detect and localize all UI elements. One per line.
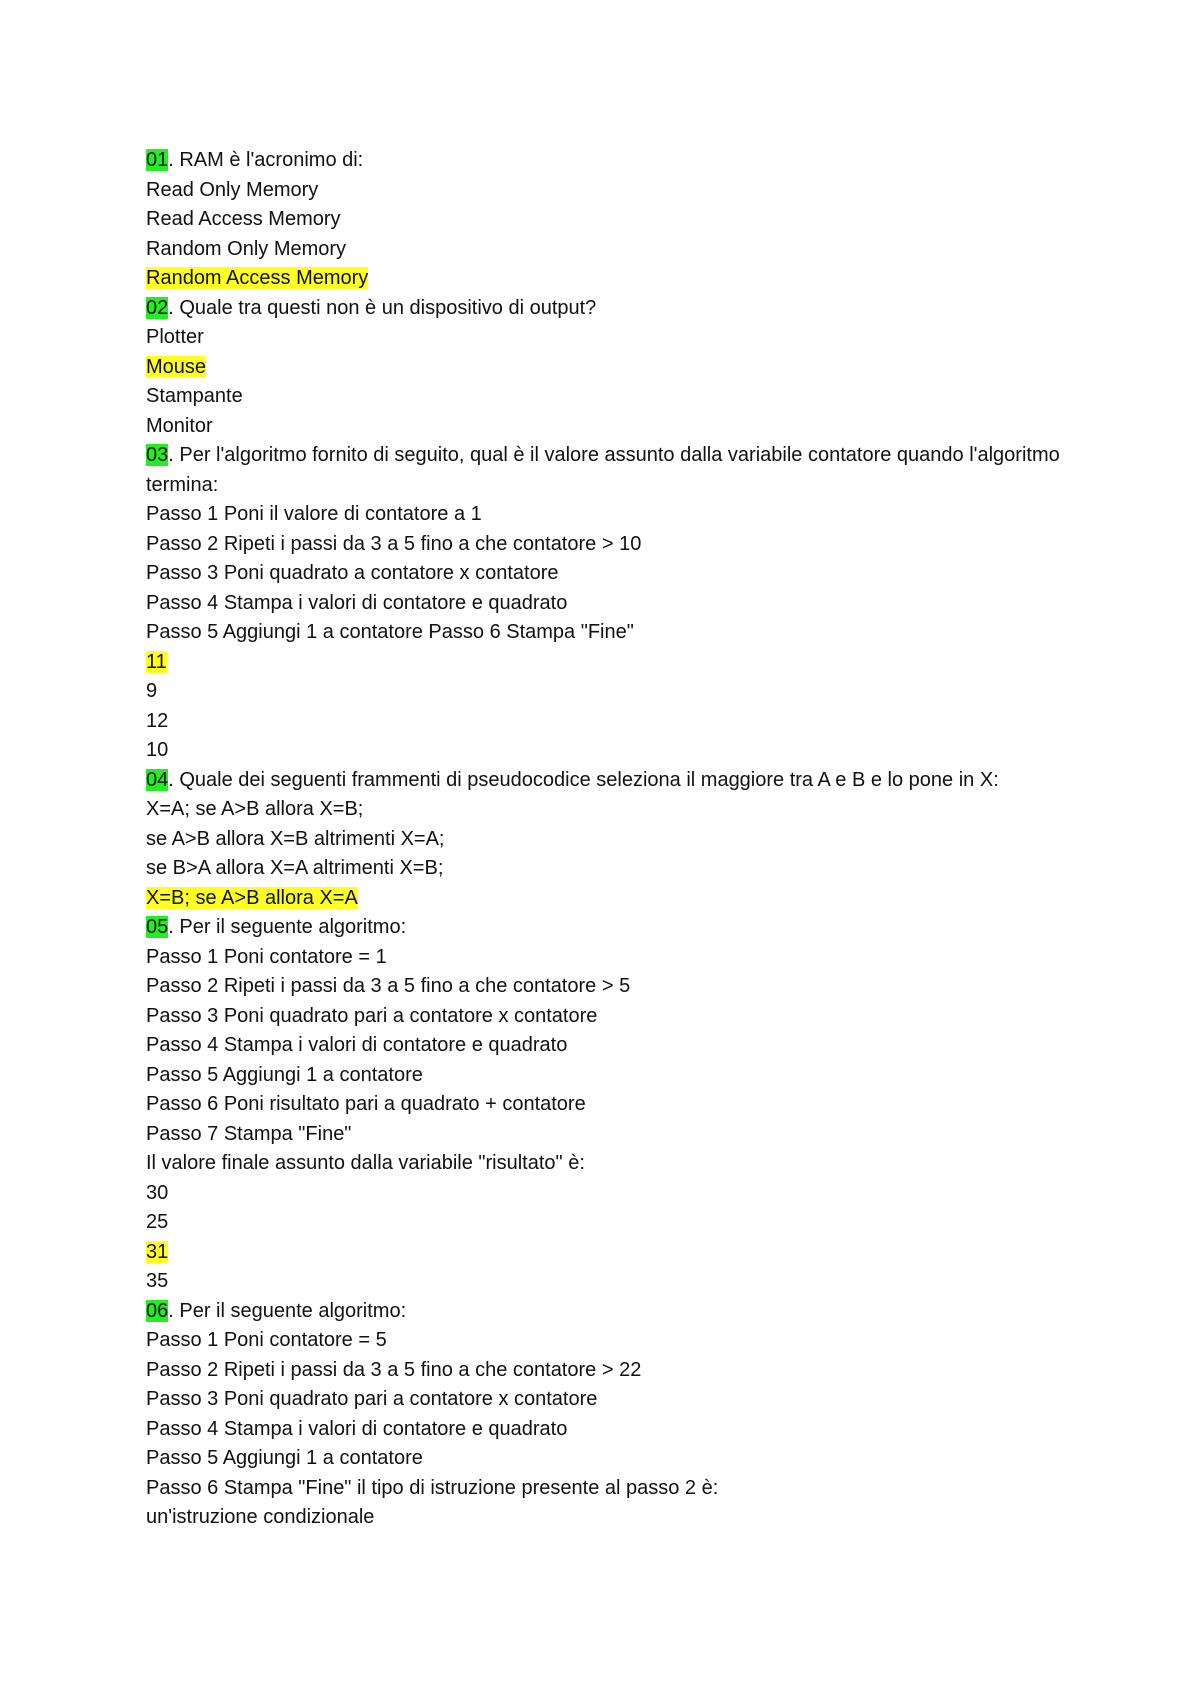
question-prompt: Il valore finale assunto dalla variabile "risultato" è: xyxy=(146,1152,585,1174)
question-line xyxy=(146,913,1086,943)
answer-option: 30 xyxy=(146,1181,169,1204)
answer-option: X=A; se A>B allora X=B; xyxy=(146,798,364,820)
algorithm-step: Passo 2 Ripeti i passi da 3 a 5 fino a che contatore > 10 xyxy=(146,532,642,555)
algorithm-step: Passo 5 Aggiungi 1 a contatore Passo 6 Stampa "Fine" xyxy=(146,621,634,643)
answer-option: 25 xyxy=(146,1211,169,1233)
answer-option: un'istruzione condizionale xyxy=(146,1506,375,1528)
answer-option: se B>A allora X=A altrimenti X=B; xyxy=(146,857,444,879)
algorithm-step: Passo 1 Poni il valore di contatore a 1 xyxy=(146,503,482,525)
answer-option: 35 xyxy=(146,1270,169,1292)
algorithm-step: Passo 4 Stampa i valori di contatore e quadrato xyxy=(146,1417,568,1440)
answer-option: Read Access Memory xyxy=(146,208,341,230)
correct-answer-option: 31 xyxy=(146,1240,169,1263)
question-text: . Per il seguente algoritmo: xyxy=(168,916,407,938)
algorithm-step: Passo 5 Aggiungi 1 a contatore xyxy=(146,1447,423,1469)
answer-option: Stampante xyxy=(146,385,243,407)
algorithm-step: Passo 2 Ripeti i passi da 3 a 5 fino a che contatore > 22 xyxy=(146,1358,642,1381)
correct-answer-option: Mouse xyxy=(146,355,207,378)
algorithm-step: Passo 1 Poni contatore = 5 xyxy=(146,1329,387,1351)
question-line xyxy=(146,766,1086,796)
answer-option: 9 xyxy=(146,680,158,702)
algorithm-step: Passo 7 Stampa "Fine" xyxy=(146,1122,352,1145)
answer-option: Monitor xyxy=(146,414,213,437)
question-number: 01 xyxy=(146,149,169,171)
question-line xyxy=(146,441,1086,500)
answer-option: se A>B allora X=B altrimenti X=A; xyxy=(146,827,445,850)
answer-option: Random Only Memory xyxy=(146,237,347,260)
algorithm-step: Passo 5 Aggiungi 1 a contatore xyxy=(146,1063,423,1086)
question-line xyxy=(146,1297,1086,1327)
question-text: . Per il seguente algoritmo: xyxy=(168,1299,407,1322)
question-line xyxy=(146,146,1086,176)
algorithm-step: Passo 6 Stampa "Fine" il tipo di istruzione presente al passo 2 è: xyxy=(146,1476,719,1499)
question-number: 05 xyxy=(146,916,169,938)
question-text: . Per l'algoritmo fornito di seguito, qual è il valore assunto dalla variabile contatore quando l'algoritmo termina: xyxy=(146,444,1060,496)
algorithm-step: Passo 3 Poni quadrato pari a contatore x contatore xyxy=(146,1388,598,1410)
algorithm-step: Passo 4 Stampa i valori di contatore e quadrato xyxy=(146,591,568,614)
algorithm-step: Passo 4 Stampa i valori di contatore e quadrato xyxy=(146,1034,568,1056)
algorithm-step: Passo 3 Poni quadrato a contatore x contatore xyxy=(146,562,559,584)
answer-option: 12 xyxy=(146,709,169,732)
document-page xyxy=(146,146,1086,1533)
question-number: 02 xyxy=(146,296,169,319)
question-number: 03 xyxy=(146,444,169,466)
algorithm-step: Passo 3 Poni quadrato pari a contatore x contatore xyxy=(146,1004,598,1027)
question-number: 04 xyxy=(146,768,169,791)
answer-option: Read Only Memory xyxy=(146,178,319,201)
correct-answer-option: 11 xyxy=(146,650,167,673)
question-text: . Quale dei seguenti frammenti di pseudocodice seleziona il maggiore tra A e B e lo pone in X: xyxy=(168,768,999,791)
algorithm-step: Passo 1 Poni contatore = 1 xyxy=(146,945,387,968)
question-line xyxy=(146,294,1086,324)
algorithm-step: Passo 2 Ripeti i passi da 3 a 5 fino a che contatore > 5 xyxy=(146,975,631,997)
correct-answer-option: X=B; se A>B allora X=A xyxy=(146,886,358,909)
answer-option: Plotter xyxy=(146,326,204,348)
question-number: 06 xyxy=(146,1299,169,1322)
answer-option: 10 xyxy=(146,739,169,761)
question-text: . Quale tra questi non è un dispositivo di output? xyxy=(168,296,597,319)
algorithm-step: Passo 6 Poni risultato pari a quadrato + contatore xyxy=(146,1093,586,1115)
correct-answer-option: Random Access Memory xyxy=(146,267,369,289)
question-text: . RAM è l'acronimo di: xyxy=(168,149,364,171)
